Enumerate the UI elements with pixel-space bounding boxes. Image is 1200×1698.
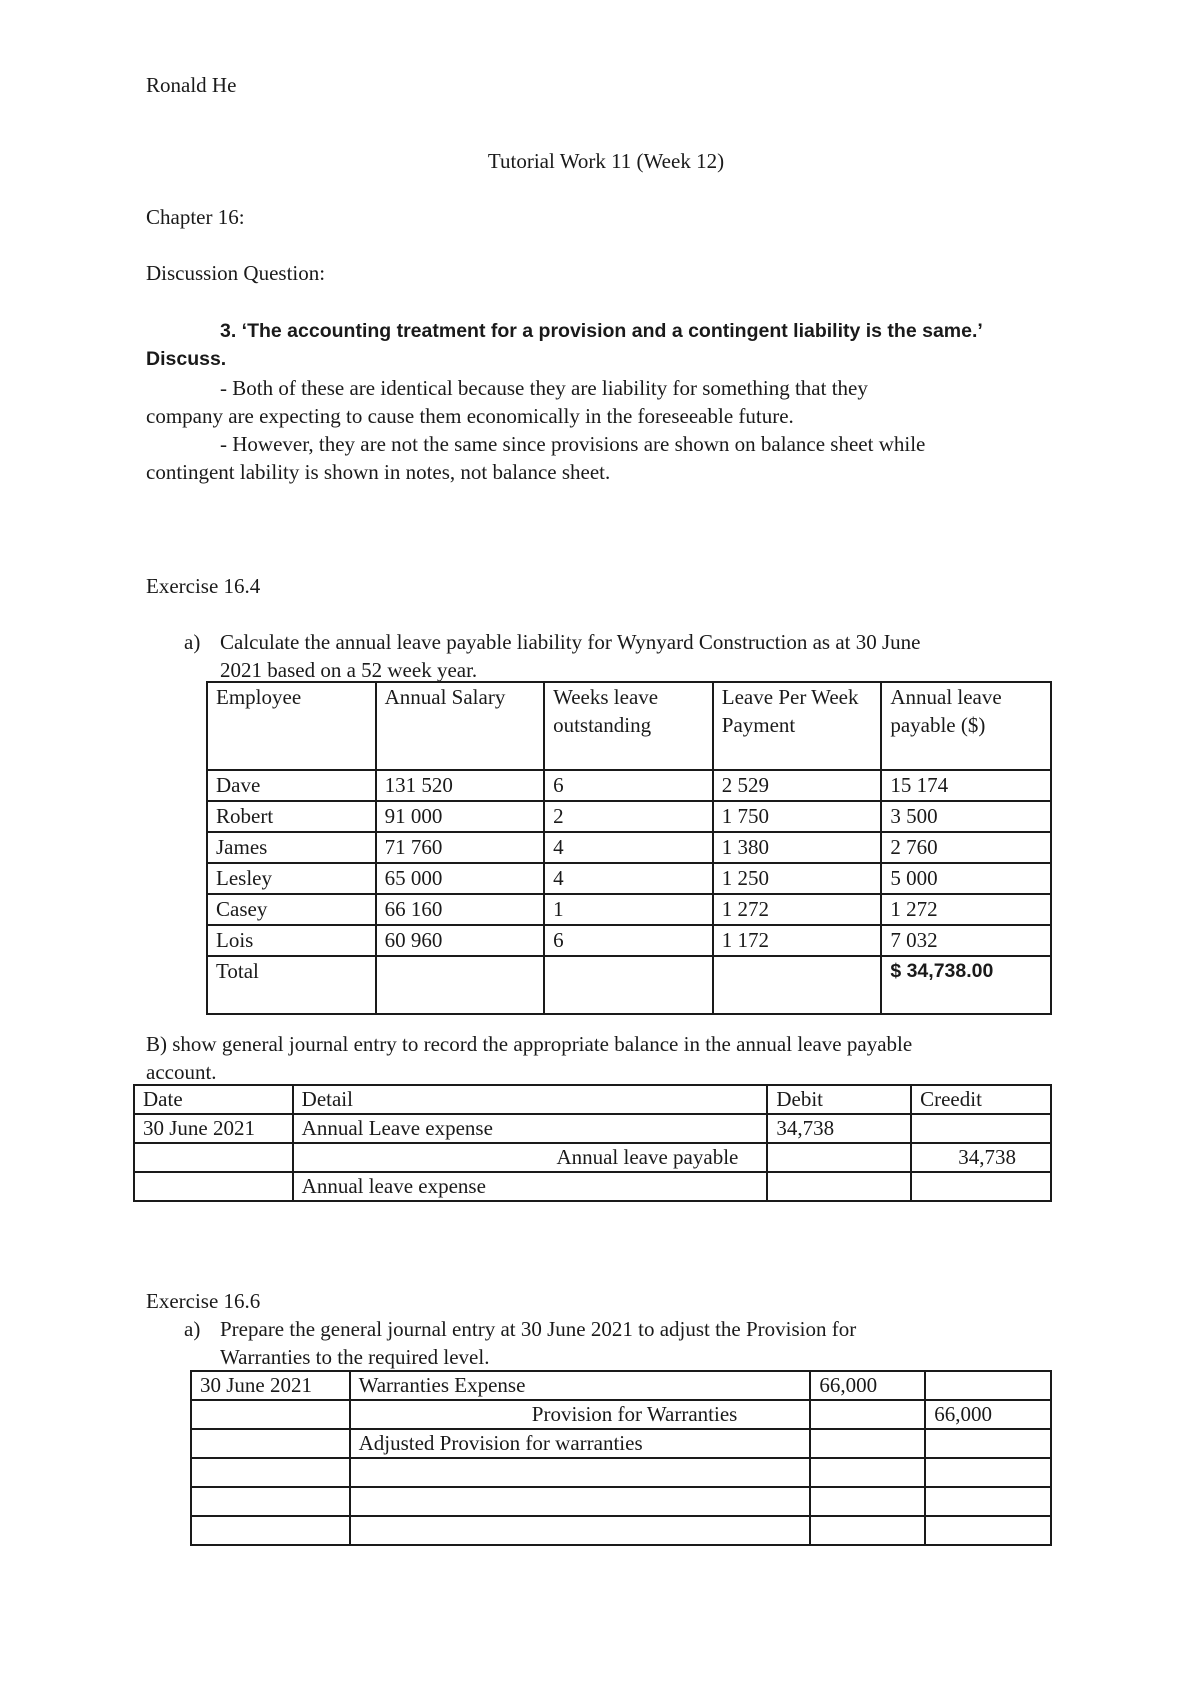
entry-credit bbox=[911, 1172, 1051, 1201]
entry-debit bbox=[767, 1172, 911, 1201]
part-a-marker: a) bbox=[184, 630, 201, 654]
exercise-16-4-heading: Exercise 16.4 bbox=[146, 574, 261, 598]
weeks-outstanding: 6 bbox=[544, 770, 713, 801]
entry-debit bbox=[810, 1487, 925, 1516]
entry-detail bbox=[350, 1487, 811, 1516]
header-date: Date bbox=[134, 1085, 293, 1114]
employee-name: Dave bbox=[207, 770, 376, 801]
annual-salary: 60 960 bbox=[376, 925, 544, 956]
table-row bbox=[134, 1114, 1051, 1143]
entry-detail: Provision for Warranties bbox=[350, 1400, 811, 1429]
total-value: $ 34,738.00 bbox=[881, 956, 1051, 1014]
leave-per-week: 1 750 bbox=[713, 801, 882, 832]
header-detail: Detail bbox=[293, 1085, 768, 1114]
header-employee: Employee bbox=[207, 682, 376, 770]
annual-salary: 71 760 bbox=[376, 832, 544, 863]
entry-credit bbox=[925, 1429, 1051, 1458]
author-name: Ronald He bbox=[146, 73, 237, 97]
entry-date bbox=[191, 1487, 350, 1516]
annual-salary: 66 160 bbox=[376, 894, 544, 925]
leave-payable: 15 174 bbox=[881, 770, 1051, 801]
entry-date bbox=[191, 1458, 350, 1487]
leave-payable: 3 500 bbox=[881, 801, 1051, 832]
total-row bbox=[207, 956, 1051, 1014]
header-annual-leave-payable: Annual leave payable ($) bbox=[881, 682, 1051, 770]
entry-credit bbox=[925, 1487, 1051, 1516]
table-row bbox=[191, 1371, 1051, 1400]
leave-payable: 7 032 bbox=[881, 925, 1051, 956]
entry-detail: Warranties Expense bbox=[350, 1371, 811, 1400]
annual-salary: 65 000 bbox=[376, 863, 544, 894]
entry-credit bbox=[925, 1371, 1051, 1400]
part-a-instruction-line-1: Calculate the annual leave payable liability for Wynyard Construction as at 30 June bbox=[220, 630, 921, 654]
leave-per-week: 1 250 bbox=[713, 863, 882, 894]
part-a-instruction-line-2: Warranties to the required level. bbox=[220, 1345, 490, 1369]
answer-1-line-2: company are expecting to cause them economically in the foreseeable future. bbox=[146, 404, 794, 428]
total-empty-cell bbox=[376, 956, 544, 1014]
table-row bbox=[191, 1487, 1051, 1516]
employee-name: Lesley bbox=[207, 863, 376, 894]
employee-name: Casey bbox=[207, 894, 376, 925]
table-row bbox=[191, 1429, 1051, 1458]
entry-date bbox=[134, 1172, 293, 1201]
table-row bbox=[207, 801, 1051, 832]
entry-credit bbox=[925, 1516, 1051, 1545]
entry-date bbox=[191, 1516, 350, 1545]
entry-credit: 34,738 bbox=[911, 1143, 1051, 1172]
table-row bbox=[207, 863, 1051, 894]
leave-per-week: 1 272 bbox=[713, 894, 882, 925]
leave-per-week: 1 380 bbox=[713, 832, 882, 863]
entry-date bbox=[191, 1400, 350, 1429]
header-weeks-outstanding: Weeks leave outstanding bbox=[544, 682, 713, 770]
total-empty-cell bbox=[544, 956, 713, 1014]
weeks-outstanding: 4 bbox=[544, 863, 713, 894]
table-row bbox=[207, 925, 1051, 956]
table-row bbox=[191, 1458, 1051, 1487]
entry-debit bbox=[810, 1400, 925, 1429]
entry-detail: Annual leave expense bbox=[293, 1172, 768, 1201]
entry-date: 30 June 2021 bbox=[134, 1114, 293, 1143]
part-a-marker: a) bbox=[184, 1317, 201, 1341]
table-row bbox=[207, 832, 1051, 863]
weeks-outstanding: 1 bbox=[544, 894, 713, 925]
answer-2-line-1: - However, they are not the same since provisions are shown on balance sheet while bbox=[220, 432, 926, 456]
part-b-instruction-line-1: B) show general journal entry to record the appropriate balance in the annual leave payable bbox=[146, 1032, 913, 1056]
weeks-outstanding: 6 bbox=[544, 925, 713, 956]
page-title: Tutorial Work 11 (Week 12) bbox=[487, 149, 725, 173]
answer-1-line-1: - Both of these are identical because they are liability for something that they bbox=[220, 376, 868, 400]
part-a-instruction-line-1: Prepare the general journal entry at 30 June 2021 to adjust the Provision for bbox=[220, 1317, 857, 1341]
entry-credit: 66,000 bbox=[925, 1400, 1051, 1429]
warranty-journal-table bbox=[190, 1370, 1052, 1546]
exercise-16-6-heading: Exercise 16.6 bbox=[146, 1289, 261, 1313]
leave-per-week: 2 529 bbox=[713, 770, 882, 801]
entry-debit bbox=[810, 1429, 925, 1458]
table-row bbox=[134, 1172, 1051, 1201]
employee-name: Robert bbox=[207, 801, 376, 832]
entry-detail: Annual leave payable bbox=[293, 1143, 768, 1172]
leave-payable-table bbox=[206, 681, 1052, 1015]
annual-salary: 131 520 bbox=[376, 770, 544, 801]
table-row bbox=[134, 1143, 1051, 1172]
question-3-prompt-end: Discuss. bbox=[146, 348, 227, 370]
journal-header-row bbox=[134, 1085, 1051, 1114]
entry-debit bbox=[767, 1143, 911, 1172]
entry-debit bbox=[810, 1458, 925, 1487]
entry-debit: 66,000 bbox=[810, 1371, 925, 1400]
weeks-outstanding: 4 bbox=[544, 832, 713, 863]
employee-name: James bbox=[207, 832, 376, 863]
table-row bbox=[207, 894, 1051, 925]
part-b-instruction-line-2: account. bbox=[146, 1060, 217, 1084]
total-label: Total bbox=[207, 956, 376, 1014]
entry-credit bbox=[925, 1458, 1051, 1487]
entry-date: 30 June 2021 bbox=[191, 1371, 350, 1400]
annual-leave-journal-table bbox=[133, 1084, 1052, 1202]
annual-salary: 91 000 bbox=[376, 801, 544, 832]
part-a-instruction-line-2: 2021 based on a 52 week year. bbox=[220, 658, 478, 682]
header-debit: Debit bbox=[767, 1085, 911, 1114]
weeks-outstanding: 2 bbox=[544, 801, 713, 832]
header-leave-per-week: Leave Per Week Payment bbox=[713, 682, 882, 770]
answer-2-line-2: contingent lability is shown in notes, not balance sheet. bbox=[146, 460, 611, 484]
leave-per-week: 1 172 bbox=[713, 925, 882, 956]
section-label: Discussion Question: bbox=[146, 261, 326, 285]
entry-detail: Adjusted Provision for warranties bbox=[350, 1429, 811, 1458]
leave-payable: 1 272 bbox=[881, 894, 1051, 925]
leave-payable: 5 000 bbox=[881, 863, 1051, 894]
header-credit: Creedit bbox=[911, 1085, 1051, 1114]
table-row bbox=[207, 770, 1051, 801]
employee-name: Lois bbox=[207, 925, 376, 956]
entry-date bbox=[134, 1143, 293, 1172]
entry-detail bbox=[350, 1516, 811, 1545]
entry-credit bbox=[911, 1114, 1051, 1143]
chapter-label: Chapter 16: bbox=[146, 205, 245, 229]
leave-table-header-row bbox=[207, 682, 1051, 770]
leave-payable: 2 760 bbox=[881, 832, 1051, 863]
header-annual-salary: Annual Salary bbox=[376, 682, 544, 770]
total-empty-cell bbox=[713, 956, 882, 1014]
question-3-prompt: 3. ‘The accounting treatment for a provision and a contingent liability is the same.’ bbox=[220, 320, 983, 342]
table-row bbox=[191, 1516, 1051, 1545]
entry-date bbox=[191, 1429, 350, 1458]
entry-debit: 34,738 bbox=[767, 1114, 911, 1143]
entry-debit bbox=[810, 1516, 925, 1545]
entry-detail bbox=[350, 1458, 811, 1487]
table-row bbox=[191, 1400, 1051, 1429]
entry-detail: Annual Leave expense bbox=[293, 1114, 768, 1143]
